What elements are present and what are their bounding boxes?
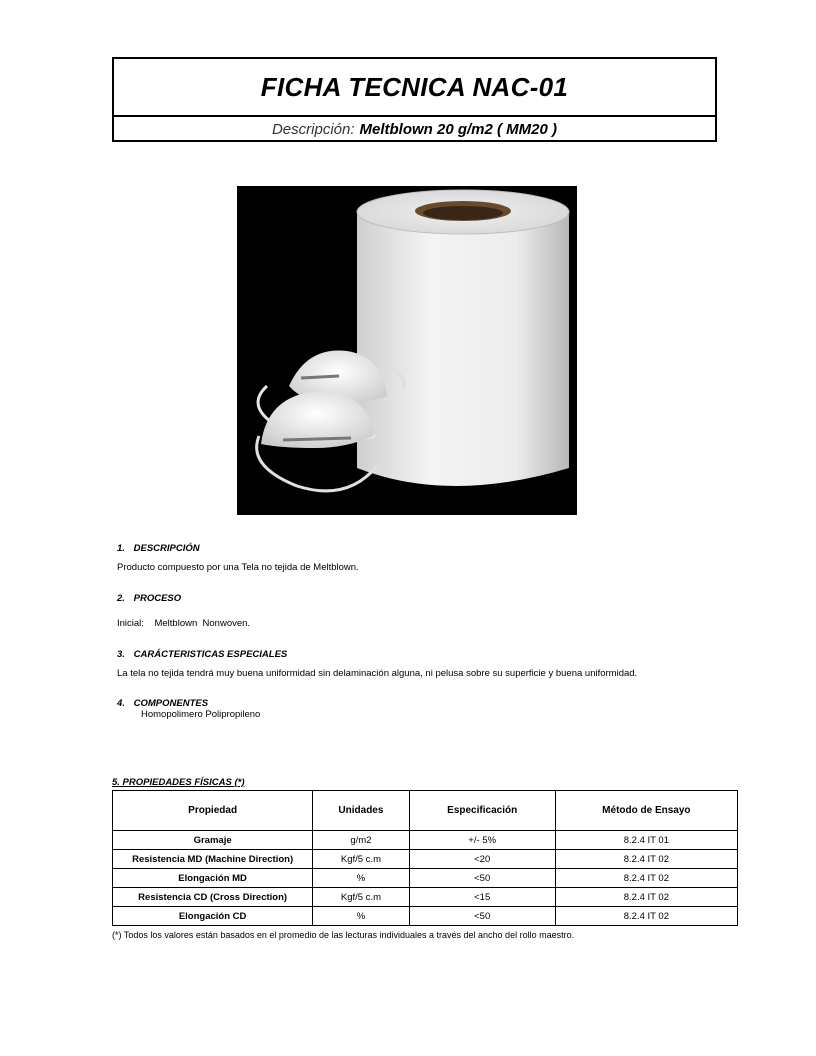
table-row (113, 831, 738, 850)
product-photo (237, 186, 577, 515)
section-components (117, 698, 260, 720)
specification-cell: <20 (409, 850, 555, 869)
table-row (113, 888, 738, 907)
section-text: Inicial: Meltblown Nonwoven. (117, 618, 251, 629)
units-cell: % (313, 869, 409, 888)
units-cell: Kgf/5 c.m (313, 850, 409, 869)
description-row (114, 117, 715, 142)
column-header: Unidades (313, 791, 409, 831)
section-heading: COMPONENTES (133, 698, 209, 709)
title-box (112, 57, 717, 142)
table-row (113, 907, 738, 926)
method-cell: 8.2.4 IT 01 (555, 831, 737, 850)
section-number: 2. (117, 593, 125, 604)
title-row (114, 59, 715, 117)
section-number: 3. (117, 649, 125, 660)
column-header: Especificación (409, 791, 555, 831)
section-heading: DESCRIPCIÓN (133, 543, 200, 554)
units-cell: Kgf/5 c.m (313, 888, 409, 907)
description-value: Meltblown 20 g/m2 ( MM20 ) (359, 121, 558, 138)
method-cell: 8.2.4 IT 02 (555, 850, 737, 869)
document-title: FICHA TECNICA NAC-01 (260, 71, 569, 102)
property-cell: Resistencia MD (Machine Direction) (113, 850, 313, 869)
property-cell: Elongación CD (113, 907, 313, 926)
section-special-characteristics (117, 649, 637, 679)
meltblown-roll-with-masks-image (237, 186, 577, 515)
section-text: Homopolimero Polipropileno (141, 709, 261, 720)
section-heading: CARÁCTERISTICAS ESPECIALES (133, 649, 288, 660)
method-cell: 8.2.4 IT 02 (555, 869, 737, 888)
section-number: 4. (117, 698, 125, 709)
section-text: La tela no tejida tendrá muy buena uniformidad sin delaminación alguna, ni pelusa sobre su superficie y buena uniformidad. (117, 668, 638, 679)
method-cell: 8.2.4 IT 02 (555, 907, 737, 926)
table-row (113, 850, 738, 869)
column-header: Método de Ensayo (555, 791, 737, 831)
physical-properties-table (112, 790, 738, 926)
property-cell: Resistencia CD (Cross Direction) (113, 888, 313, 907)
description-label: Descripción: (271, 121, 355, 138)
property-cell: Elongación MD (113, 869, 313, 888)
table-header-row (113, 791, 738, 831)
method-cell: 8.2.4 IT 02 (555, 888, 737, 907)
specification-cell: +/- 5% (409, 831, 555, 850)
units-cell: g/m2 (313, 831, 409, 850)
section-description (117, 543, 359, 573)
section-process (117, 593, 250, 629)
units-cell: % (313, 907, 409, 926)
section-number: 1. (117, 543, 125, 554)
table-footnote: (*) Todos los valores están basados en el promedio de las lecturas individuales a través del ancho del rollo maestro. (112, 930, 575, 940)
physical-properties-title: 5. PROPIEDADES FÍSICAS (*) (112, 777, 245, 788)
specification-cell: <15 (409, 888, 555, 907)
property-cell: Gramaje (113, 831, 313, 850)
table-row (113, 869, 738, 888)
column-header: Propiedad (113, 791, 313, 831)
specification-cell: <50 (409, 869, 555, 888)
section-text: Producto compuesto por una Tela no tejida de Meltblown. (117, 562, 359, 573)
specification-cell: <50 (409, 907, 555, 926)
section-heading: PROCESO (133, 593, 182, 604)
